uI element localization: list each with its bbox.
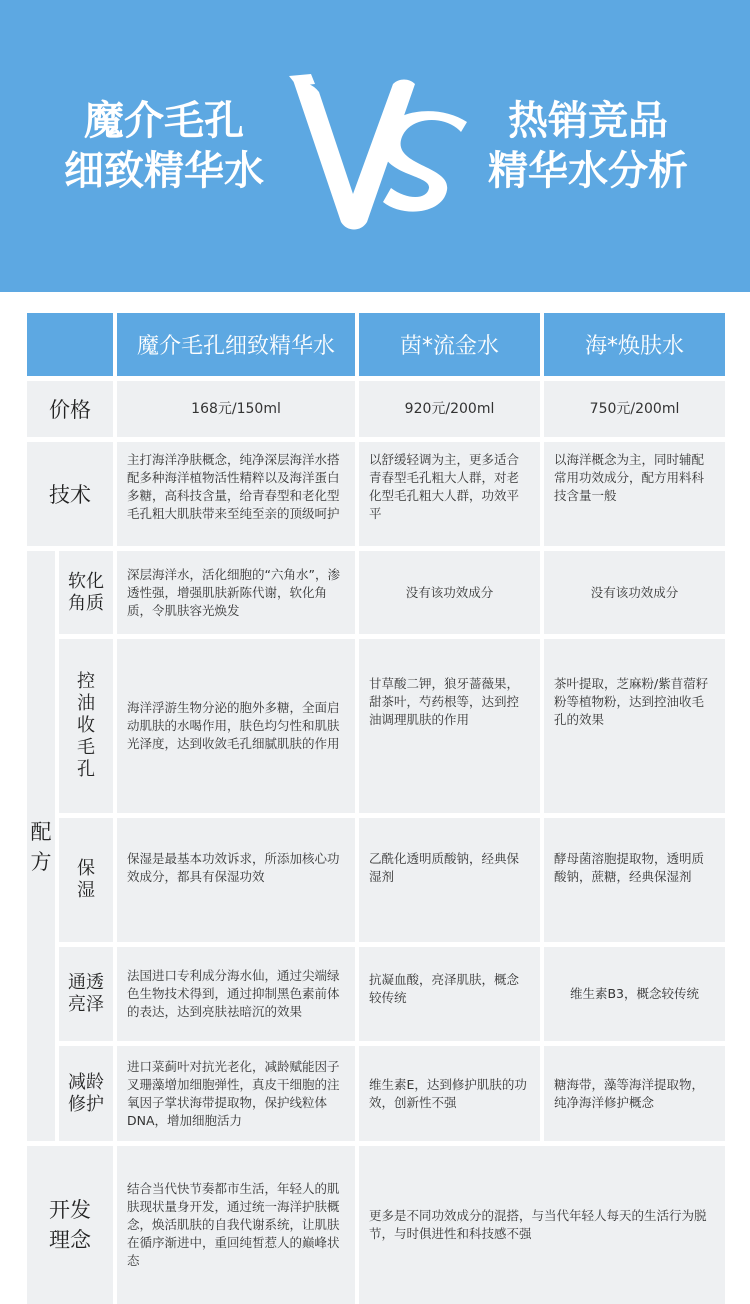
- header-corner-cell: [27, 313, 113, 376]
- product-title-line-1: 魔介毛孔: [84, 98, 244, 144]
- brighten-mojie: 法国进口专利成分海水仙，通过尖端绿色生物技术得到，通过抑制黑色素前体的表达，达到亮肤祛暗沉的效果: [117, 947, 355, 1041]
- oil-control-yin: 甘草酸二钾，狼牙蔷薇果，甜茶叶，芍药根等，达到控油调理肌肤的作用: [359, 639, 540, 813]
- header-label: 茵*流金水: [399, 334, 499, 359]
- concept-competitors: 更多是不同功效成分的混搭，与当代年轻人每天的生活行为脱节，与时俱进性和科技感不强: [359, 1146, 725, 1304]
- competitor-title-line-1: 热销竞品: [508, 98, 668, 144]
- tech-hai: 以海洋概念为主，同时辅配常用功效成分，配方用料科技含量一般: [544, 442, 725, 546]
- header-col-hai: [544, 313, 725, 376]
- price-mojie: 168元/150ml: [117, 381, 355, 437]
- vs-logo: [275, 62, 475, 242]
- header-label: 魔介毛孔细致精华水: [136, 334, 335, 359]
- soften-mojie: 深层海洋水，活化细胞的“六角水”，渗透性强，增强肌肤新陈代谢，软化角质，令肌肤容光焕发: [117, 551, 355, 634]
- moisture-yin: 乙酰化透明质酸钠，经典保湿剂: [359, 818, 540, 942]
- competitor-title: [458, 96, 718, 196]
- tech-mojie: 主打海洋净肤概念，纯净深层海洋水搭配多种海洋植物活性精粹以及海洋蛋白多糖，高科技含量，给青春型和老化型毛孔粗大肌肤带来至纯至亲的顶级呵护: [117, 442, 355, 546]
- vs-brush-icon: [275, 62, 475, 242]
- header-label: 海*焕肤水: [584, 334, 684, 359]
- moisture-hai: 酵母菌溶胞提取物，透明质酸钠，蔗糖，经典保湿剂: [544, 818, 725, 942]
- row-label-concept: 开发 理念: [27, 1146, 113, 1304]
- price-hai: 750元/200ml: [544, 381, 725, 437]
- oil-control-mojie: 海洋浮游生物分泌的胞外多糖，全面启动肌肤的水喝作用，肤色均匀性和肌肤光泽度，达到收敛毛孔细腻肌肤的作用: [117, 639, 355, 813]
- soften-hai: 没有该功效成分: [544, 551, 725, 634]
- formula-label-moisture: 保 湿: [59, 818, 113, 942]
- header-banner: [0, 0, 750, 292]
- repair-mojie: 进口菜蓟叶对抗光老化，减龄赋能因子叉珊藻增加细胞弹性，真皮干细胞的注氧因子掌状海带提取物，保护线粒体DNA，增加细胞活力: [117, 1046, 355, 1141]
- row-label-formula: 配 方: [27, 551, 55, 1141]
- header-col-yin: [359, 313, 540, 376]
- competitor-title-line-2: 精华水分析: [488, 148, 688, 194]
- repair-hai: 糖海带，藻等海洋提取物，纯净海洋修护概念: [544, 1046, 725, 1141]
- product-title-line-2: 细致精华水: [64, 148, 264, 194]
- repair-yin: 维生素E，达到修护肌肤的功效，创新性不强: [359, 1046, 540, 1141]
- formula-label-brighten: 通透 亮泽: [59, 947, 113, 1041]
- brighten-yin: 抗凝血酸，亮泽肌肤，概念较传统: [359, 947, 540, 1041]
- brighten-hai: 维生素B3，概念较传统: [544, 947, 725, 1041]
- soften-yin: 没有该功效成分: [359, 551, 540, 634]
- formula-label-oil-control: 控 油 收 毛 孔: [59, 639, 113, 813]
- moisture-mojie: 保湿是最基本功效诉求，所添加核心功效成分，都具有保湿功效: [117, 818, 355, 942]
- formula-label-repair: 减龄 修护: [59, 1046, 113, 1141]
- row-label-price: 价格: [27, 381, 113, 437]
- oil-control-hai: 茶叶提取，芝麻粉/紫苜蓿籽粉等植物粉，达到控油收毛孔的效果: [544, 639, 725, 813]
- formula-label-soften: 软化 角质: [59, 551, 113, 634]
- concept-mojie: 结合当代快节奏都市生活，年轻人的肌肤现状量身开发，通过统一海洋护肤概念，焕活肌肤的自我代谢系统，让肌肤在循序渐进中，重回纯皙惹人的巅峰状态: [117, 1146, 355, 1304]
- tech-yin: 以舒缓轻调为主，更多适合青春型毛孔粗大人群，对老化型毛孔粗大人群，功效平平: [359, 442, 540, 546]
- price-yin: 920元/200ml: [359, 381, 540, 437]
- product-title: [34, 96, 294, 196]
- header-col-mojie: [117, 313, 355, 376]
- row-label-tech: 技术: [27, 442, 113, 546]
